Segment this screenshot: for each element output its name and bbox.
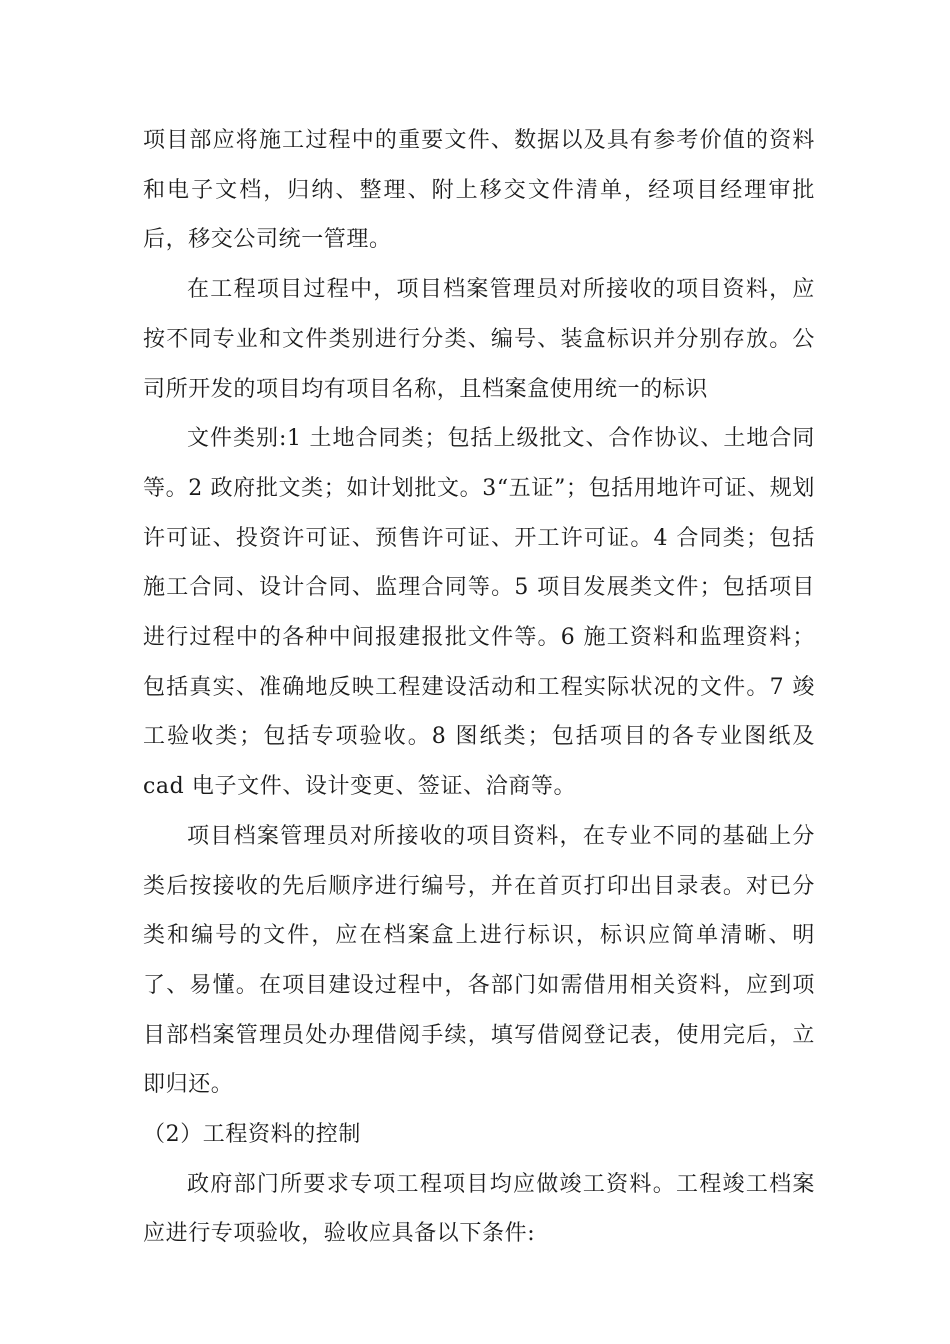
section-heading: （2）工程资料的控制 [143, 1122, 361, 1148]
paragraph-handover: 项目部应将施工过程中的重要文件、数据以及具有参考价值的资料和电子文档，归纳、整理、附上移交文件清单，经项目经理审批后，移交公司统一管理。 [143, 128, 815, 253]
paragraph-completion-acceptance: 政府部门所要求专项工程项目均应做竣工资料。工程竣工档案应进行专项验收，验收应具备以下条件: [143, 1171, 815, 1247]
document-body [143, 116, 815, 1259]
paragraph-numbering-borrowing: 项目档案管理员对所接收的项目资料，在专业不同的基础上分类后按接收的先后顺序进行编号，并在首页打印出目录表。对已分类和编号的文件，应在档案盒上进行标识，标识应简单清晰、明了、易懂。在项目建设过程中，各部门如需借用相关资料，应到项目部档案管理员处办理借阅手续，填写借阅登记表，使用完后，立即归还。 [143, 823, 815, 1098]
paragraph-file-categories: 文件类别:1 土地合同类；包括上级批文、合作协议、土地合同等。2 政府批文类；如计划批文。3“五证”；包括用地许可证、规划许可证、投资许可证、预售许可证、开工许可证。4 合同类；包括施工合同、设计合同、监理合同等。5 项目发展类文件；包括项目进行过程中的各种中间报建报批文件等。6 施工资料和监理资料；包括真实、准确地反映工程建设活动和工程实际状况的文件。7 竣工验收类；包括专项验收。8 图纸类；包括项目的各专业图纸及 cad 电子文件、设计变更、签证、洽商等。 [143, 426, 815, 800]
paragraph-archive-classification: 在工程项目过程中，项目档案管理员对所接收的项目资料，应按不同专业和文件类别进行分类、编号、装盒标识并分别存放。公司所开发的项目均有项目名称，且档案盒使用统一的标识 [143, 277, 815, 402]
